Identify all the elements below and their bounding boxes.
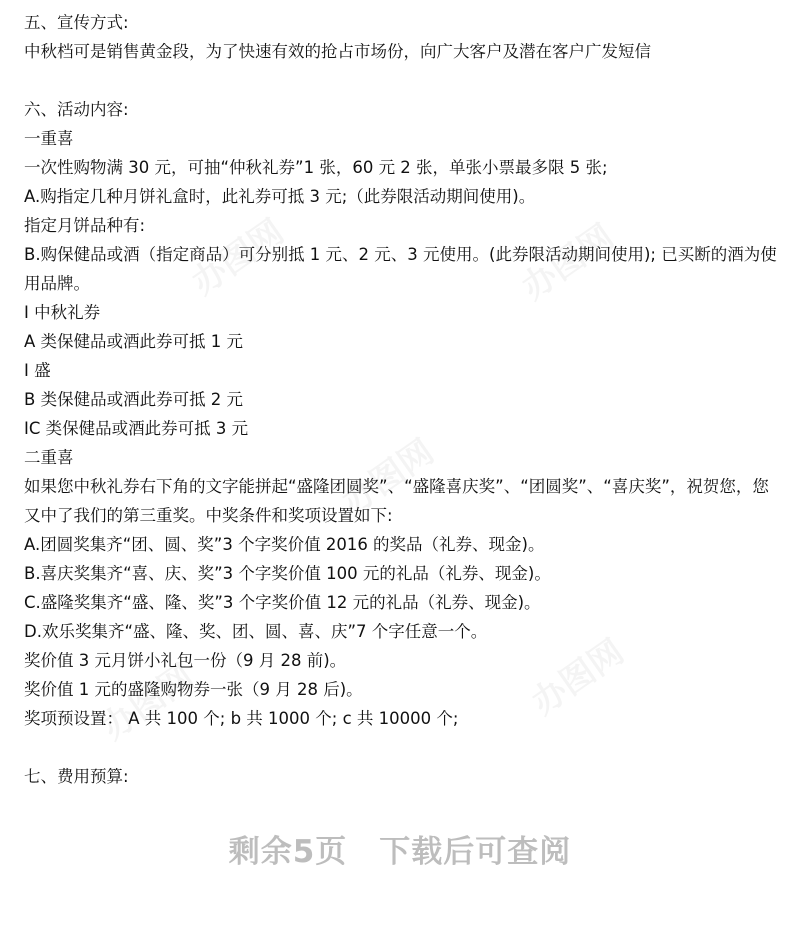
paragraph-line: 二重喜: [24, 448, 74, 467]
paragraph-line: 奖项预设置： A 共 100 个; b 共 1000 个; c 共 10000 个;: [24, 709, 459, 728]
paragraph-line: B.购保健品或酒（指定商品）可分别抵 1 元、2 元、3 元使用。(此券限活动期间使用); 已买断的酒为使用品牌。: [24, 245, 777, 293]
paragraph-line: B.喜庆奖集齐“喜、庆、奖”3 个字奖价值 100 元的礼品（礼券、现金)。: [24, 564, 551, 583]
paragraph-line: I 盛: [24, 361, 51, 380]
section5-body: 中秋档可是销售黄金段，为了快速有效的抢占市场份，向广大客户及潜在客户广发短信: [24, 42, 651, 61]
section6-heading: 六、活动内容:: [24, 100, 129, 119]
paragraph-line: I 中秋礼券: [24, 303, 101, 322]
paragraph-line: A 类保健品或酒此券可抵 1 元: [24, 332, 244, 351]
paragraph-line: 一次性购物满 30 元，可抽“仲秋礼券”1 张，60 元 2 张，单张小票最多限 5 张;: [24, 158, 608, 177]
paragraph-line: 奖价值 1 元的盛隆购物券一张（9 月 28 后)。: [24, 680, 363, 699]
document-body: [24, 8, 780, 791]
section5-heading: 五、宣传方式:: [24, 13, 129, 32]
paragraph-line: A.购指定几种月饼礼盒时，此礼券可抵 3 元;（此券限活动期间使用)。: [24, 187, 536, 206]
paragraph-line: C.盛隆奖集齐“盛、隆、奖”3 个字奖价值 12 元的礼品（礼券、现金)。: [24, 593, 541, 612]
paragraph-line: D.欢乐奖集齐“盛、隆、奖、团、圆、喜、庆”7 个字任意一个。: [24, 622, 488, 641]
paragraph-line: B 类保健品或酒此券可抵 2 元: [24, 390, 244, 409]
paragraph-line: 奖价值 3 元月饼小礼包一份（9 月 28 前)。: [24, 651, 347, 670]
paragraph-line: A.团圆奖集齐“团、圆、奖”3 个字奖价值 2016 的奖品（礼券、现金)。: [24, 535, 545, 554]
remaining-pages-notice: 剩余5页 下载后可查阅: [228, 834, 572, 870]
spacer: [24, 66, 780, 95]
paragraph-line: 一重喜: [24, 129, 74, 148]
paragraph-line: 如果您中秋礼券右下角的文字能拼起“盛隆团圆奖”、“盛隆喜庆奖”、“团圆奖”、“喜庆奖”，祝贺您，您又中了我们的第三重奖。中奖条件和奖项设置如下:: [24, 477, 769, 525]
paragraph-line: IC 类保健品或酒此券可抵 3 元: [24, 419, 249, 438]
paragraph-line: 指定月饼品种有:: [24, 216, 146, 235]
section7-heading: 七、费用预算:: [24, 767, 129, 786]
spacer: [24, 733, 780, 762]
